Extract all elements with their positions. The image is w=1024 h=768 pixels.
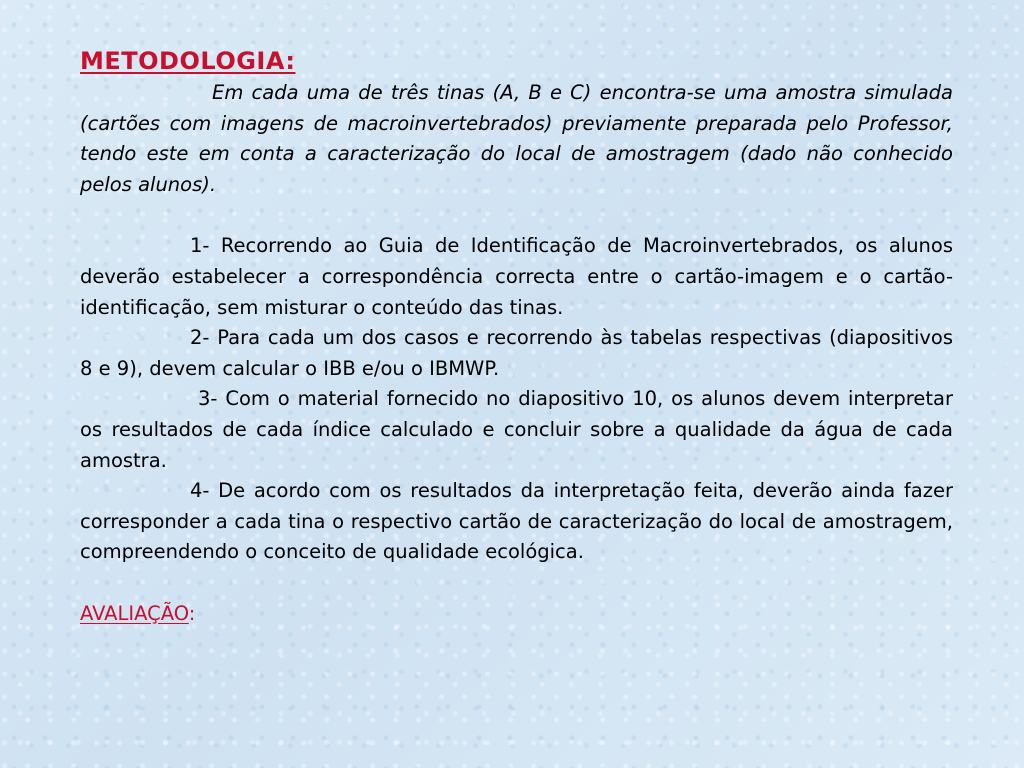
step-3-paragraph: 3- Com o material fornecido no diapositivo 10, os alunos devem interpretar os resultados de cada índice calculado e concluir sobre a qualidade da água de cada amostra. [80,387,953,472]
evaluation-heading-colon: : [188,601,196,625]
step-1-paragraph: 1- Recorrendo ao Guia de Identificação de Macroinvertebrados, os alunos deverão estabelecer a correspondência correcta entre o cartão-imagem e o cartão-identificação, sem misturar o conteúdo das tinas. [80,234,953,319]
step-2-paragraph: 2- Para cada um dos casos e recorrendo às tabelas respectivas (diapositivos 8 e 9), devem calcular o IBB e/ou o IBMWP. [80,326,953,380]
step-4-paragraph: 4- De acordo com os resultados da interpretação feita, deverão ainda fazer corresponder a cada tina o respectivo cartão de caracterização do local de amostragem, compreendendo o conceito de qualidade ecológica. [80,479,953,564]
evaluation-heading [80,599,953,629]
methodology-heading: METODOLOGIA: [80,47,296,75]
evaluation-heading-label: AVALIAÇÃO [80,601,189,625]
slide-content [80,44,953,629]
intro-paragraph: Em cada uma de três tinas (A, B e C) encontra-se uma amostra simulada (cartões com imagens de macroinvertebrados) previamente preparada pelo Professor, tendo este em conta a caracterização do local de amostragem (dado não conhecido pelos alunos). [80,81,953,196]
